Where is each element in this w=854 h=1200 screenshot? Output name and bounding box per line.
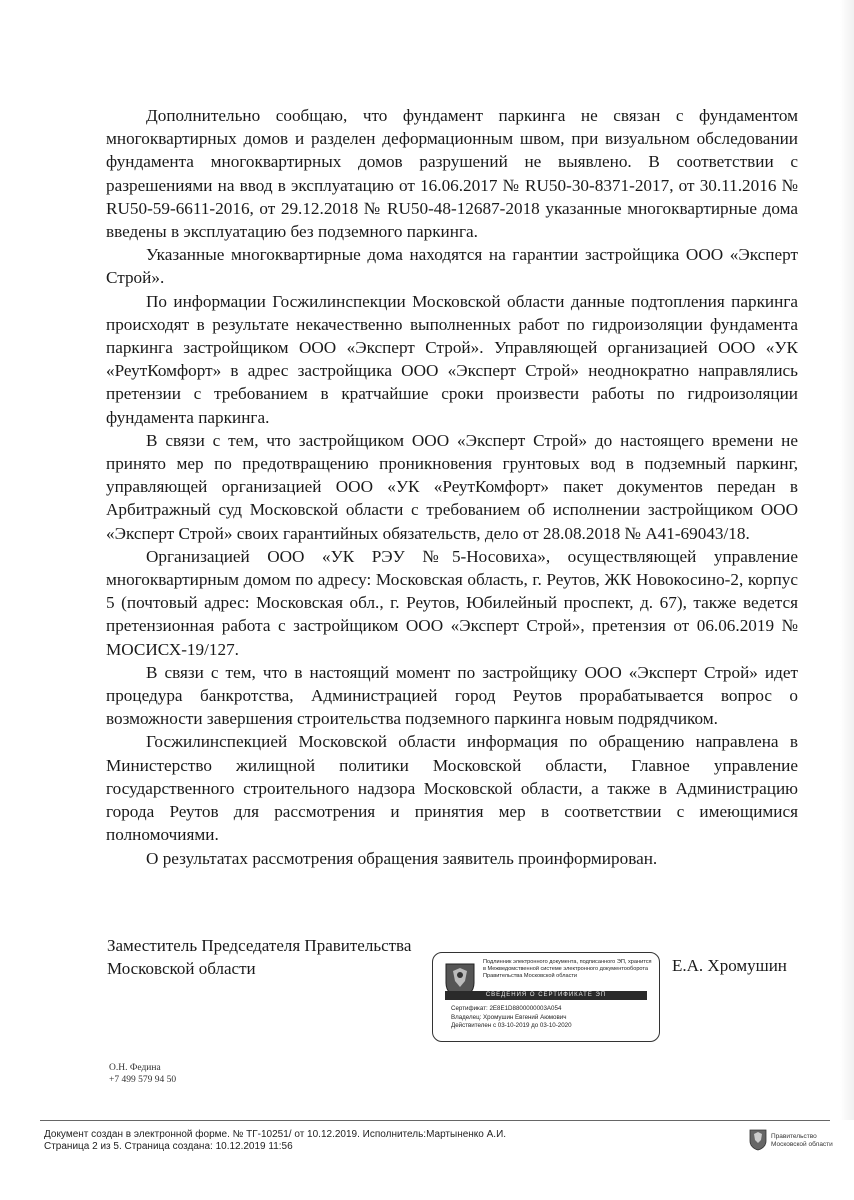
electronic-signature-stamp — [432, 952, 660, 1042]
stamp-header: Подлинник электронного документа, подписанного ЭП, хранится в Межведомственной системе электронного документооборота Правительства Московской области — [483, 959, 652, 979]
stamp-validity: Действителен с 03-10-2019 до 03-10-2020 — [451, 1022, 572, 1029]
paragraph: Дополнительно сообщаю, что фундамент паркинга не связан с фундаментом многоквартирных домов и разделен деформационным швом, при визуальном обследовании фундамента многоквартирных домов разрушений не выявлено. В соответствии с разрешениями на ввод в эксплуатацию от 16.06.2017 № RU50-30-8371-2017, от 30.11.2016 № RU50-59-6611-2016, от 29.12.2018 № RU50-48-12687-2018 указанные многоквартирные дома введены в эксплуатацию без подземного паркинга. — [106, 106, 798, 242]
footer-org-line2: Московской области — [771, 1141, 833, 1148]
government-emblem-icon — [748, 1128, 768, 1152]
signer-position-line1: Заместитель Председателя Правительства — [107, 936, 412, 955]
letter-body — [106, 104, 798, 870]
stamp-certificate: Сертификат: 2E8E1D8800000003A054 — [451, 1005, 562, 1012]
paragraph: По информации Госжилинспекции Московской области данные подтопления паркинга происходят в результате некачественно выполненных работ по гидроизоляции фундамента паркинга застройщиком ООО «Эксперт Строй». Управляющей организацией ООО «УК «РеутКомфорт» в адрес застройщика ООО «Эксперт Строй» неоднократно направлялись претензии с требованием в кратчайшие сроки произвести работы по гидроизоляции фундамента паркинга. — [106, 291, 798, 427]
executor-contact — [109, 1062, 176, 1086]
executor-phone: +7 499 579 94 50 — [109, 1075, 177, 1085]
stamp-bar: СВЕДЕНИЯ О СЕРТИФИКАТЕ ЭП — [445, 991, 647, 1000]
closing-paragraph: О результатах рассмотрения обращения заявитель проинформирован. — [146, 848, 658, 868]
scan-shadow — [840, 0, 854, 1120]
paragraph: В связи с тем, что в настоящий момент по застройщику ООО «Эксперт Строй» идет процедура банкротства, Администрацией город Реутов прорабатывается вопрос о возможности завершения строительства подземного паркинга новым подрядчиком. — [106, 662, 798, 729]
signer-position-line2: Московской области — [107, 959, 256, 978]
footer-organization — [771, 1133, 833, 1149]
paragraph: Организацией ООО «УК РЭУ №5-Носовиха», осуществляющей управление многоквартирным домом по адресу: Московская область, г. Реутов, ЖК Новокосино-2, корпус 5 (почтовый адрес: Московская обл., г. Реутов, Юбилейный проспект, д. 67), также ведется претензионная работа с застройщиком ООО «Эксперт Строй», претензия от 06.06.2019 № МОСИСХ-19/127. — [106, 546, 798, 659]
footer-info — [44, 1129, 506, 1153]
paragraph: Госжилинспекцией Московской области информация по обращению направлена в Министерство жилищной политики Московской области, Главное управление государственного строительного надзора Московской области, а также в Администрацию города Реутов для рассмотрения и принятия мер в соответствии с имеющимися полномочиями. — [106, 732, 798, 845]
footer-line2: Страница 2 из 5. Страница создана: 10.12.2019 11:56 — [44, 1141, 293, 1152]
stamp-details — [451, 1005, 572, 1031]
footer-line1: Документ создан в электронной форме. № ТГ-10251/ от 10.12.2019. Исполнитель:Мартыненко А.И. — [44, 1129, 507, 1140]
footer-divider — [40, 1120, 830, 1121]
paragraph: В связи с тем, что застройщиком ООО «Эксперт Строй» до настоящего времени не принято мер по предотвращению проникновения грунтовых вод в подземный паркинг, управляющей организацией ООО «УК «РеутКомфорт» пакет документов передан в Арбитражный суд Московской области с требованием об исполнении застройщиком ООО «Эксперт Строй» своих гарантийных обязательств, дело от 28.08.2018 № А41-69043/18. — [106, 430, 798, 543]
signer-position — [107, 934, 411, 980]
paragraph: Указанные многоквартирные дома находятся на гарантии застройщика ООО «Эксперт Строй». — [106, 245, 798, 288]
stamp-owner: Владелец: Хромушин Евгений Аюмович — [451, 1013, 567, 1021]
footer-org-line1: Правительство — [771, 1133, 817, 1140]
executor-name: О.Н. Федина — [109, 1063, 161, 1073]
signer-name: Е.А. Хромушин — [672, 956, 787, 975]
